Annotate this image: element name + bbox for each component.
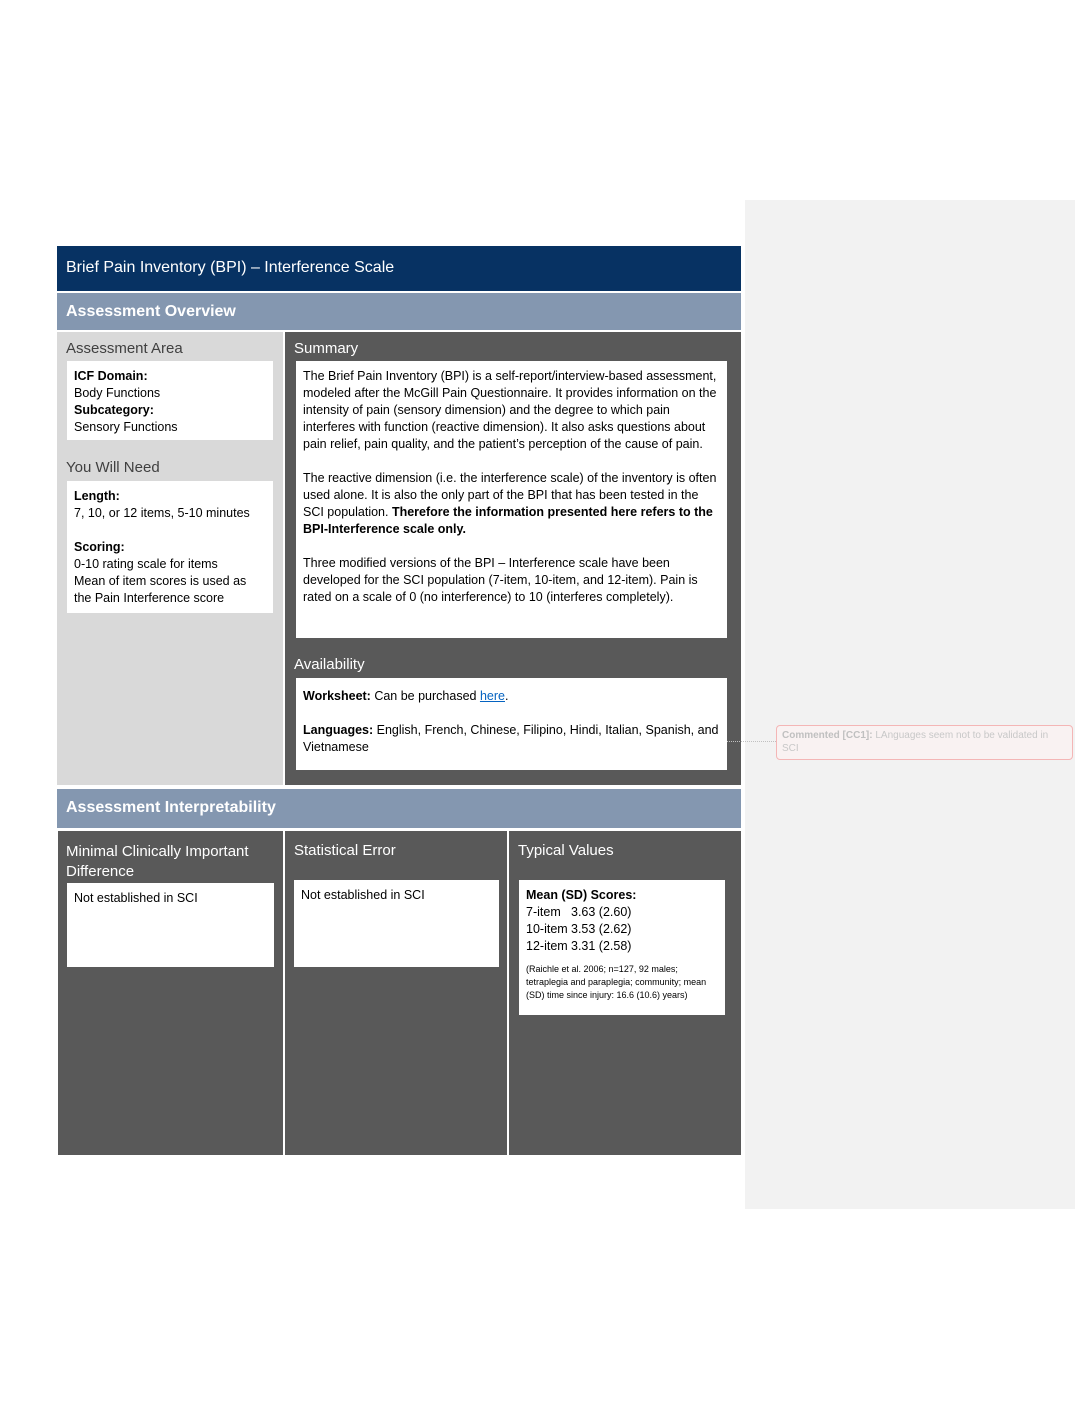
languages-text: English, French, Chinese, Filipino, Hindi, Italian, Spanish, and Vietnamese xyxy=(303,723,719,754)
comment-leader-line xyxy=(727,741,776,742)
assessment-area-box xyxy=(67,361,273,440)
scoring-label: Scoring: xyxy=(74,540,125,554)
mcid-heading: Minimal Clinically Important Difference xyxy=(66,843,249,880)
mcid-box xyxy=(67,883,274,967)
typical-values-citation: (Raichle et al. 2006; n=127, 92 males; tetraplegia and paraplegia; community; mean (SD) time since injury: 16.6 (10.6) years) xyxy=(526,964,707,1000)
scoring-line-1: 0-10 rating scale for items xyxy=(74,557,218,571)
languages-line xyxy=(303,722,720,756)
stat-error-heading: Statistical Error xyxy=(294,842,396,859)
icf-domain-label: ICF Domain: xyxy=(74,369,148,383)
typical-row-12 xyxy=(526,938,718,955)
length-value: 7, 10, or 12 items, 5-10 minutes xyxy=(74,506,250,520)
worksheet-purchase-link[interactable]: here xyxy=(479,689,505,703)
typical-row-value: 3.63 (2.60) xyxy=(571,905,632,919)
mean-scores-label: Mean (SD) Scores: xyxy=(526,888,637,902)
comment-pane xyxy=(745,200,1075,1209)
typical-row-10 xyxy=(526,921,718,938)
subcategory-value: Sensory Functions xyxy=(74,420,178,434)
availability-heading: Availability xyxy=(294,656,365,673)
languages-label: Languages: xyxy=(303,723,374,737)
summary-paragraph-2 xyxy=(303,470,720,538)
comment-label: Commented [CC1]: xyxy=(782,730,873,741)
availability-box xyxy=(296,678,727,770)
scoring-line-2: Mean of item scores is used as the Pain Interference score xyxy=(74,574,247,605)
worksheet-end: . xyxy=(504,689,509,703)
stat-error-box xyxy=(294,880,499,967)
subcategory-label: Subcategory: xyxy=(74,403,154,417)
typical-row-value: 3.31 (2.58) xyxy=(571,939,632,953)
assessment-overview-heading: Assessment Overview xyxy=(57,293,741,330)
summary-paragraph-1: The Brief Pain Inventory (BPI) is a self-report/interview-based assessment, modeled after the McGill Pain Questionnaire. It provides information on the intensity of pain (sensory dimension) and the degree to which pain interferes with function (reactive dimension). It also asks questions about pain relief, pain quality, and the patient’s perception of the cause of pain. xyxy=(303,369,717,451)
worksheet-line xyxy=(303,688,720,705)
typical-row-label: 12-item xyxy=(526,939,568,953)
comment-balloon[interactable] xyxy=(776,725,1073,760)
summary-paragraph-2-text: The reactive dimension (i.e. the interference scale) of the inventory is often used alone. It is also the only part of the BPI that has been tested in the SCI population. xyxy=(303,471,717,519)
mcid-text: Not established in SCI xyxy=(74,891,198,905)
typical-values-box xyxy=(519,880,725,1015)
stat-error-text: Not established in SCI xyxy=(301,888,425,902)
assessment-area-heading: Assessment Area xyxy=(66,340,183,357)
comment-text: LAnguages seem not to be validated in SCI xyxy=(782,730,1049,754)
summary-paragraph-3: Three modified versions of the BPI – Interference scale have been developed for the SCI population (7-item, 10-item, and 12-item). Pain is rated on a scale of 0 (no interference) to 10 (interferes completely). xyxy=(303,556,698,604)
worksheet-text: Can be purchased xyxy=(370,689,480,703)
typical-row-value: 3.53 (2.62) xyxy=(571,922,632,936)
icf-domain-value: Body Functions xyxy=(74,386,161,400)
typical-row-label: 7-item xyxy=(526,905,561,919)
typical-row-label: 10-item xyxy=(526,922,568,936)
document-title: Brief Pain Inventory (BPI) – Interference Scale xyxy=(57,246,741,291)
summary-paragraph-2-bold: Therefore the information presented here refers to the BPI-Interference scale only. xyxy=(303,505,713,536)
typical-values-heading: Typical Values xyxy=(518,842,614,859)
you-will-need-heading: You Will Need xyxy=(66,459,160,476)
worksheet-label: Worksheet: xyxy=(303,689,371,703)
length-label: Length: xyxy=(74,489,120,503)
assessment-interpretability-heading: Assessment Interpretability xyxy=(57,789,741,828)
summary-box xyxy=(296,361,727,638)
typical-row-7 xyxy=(526,904,718,921)
summary-heading: Summary xyxy=(294,340,359,357)
you-will-need-box xyxy=(67,481,273,613)
